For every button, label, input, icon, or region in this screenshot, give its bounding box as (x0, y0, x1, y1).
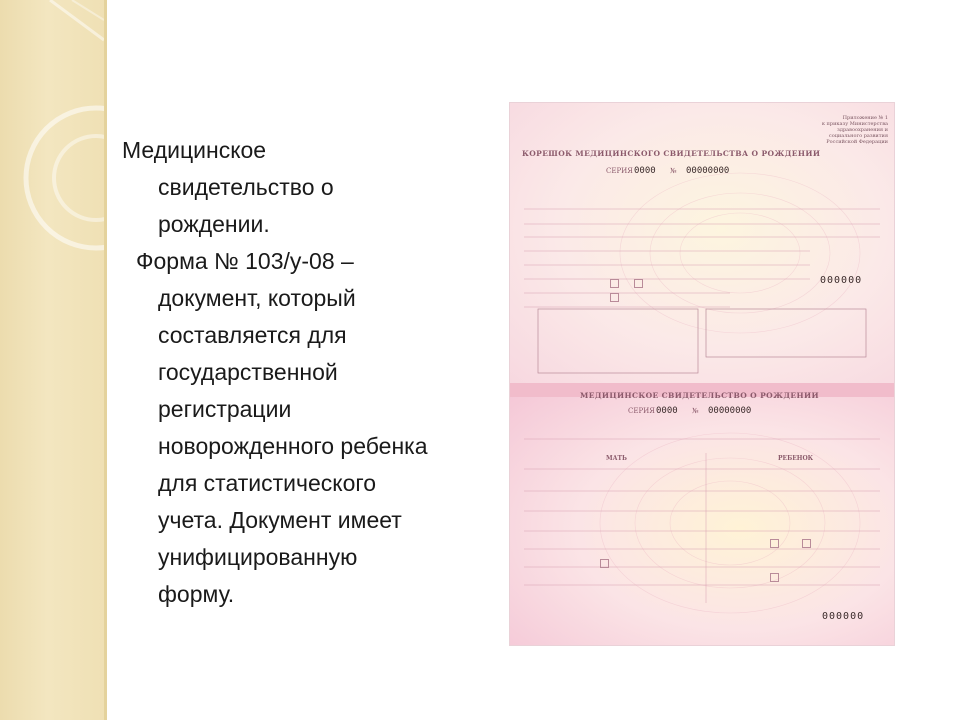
main-title: МЕДИЦИНСКОЕ СВИДЕТЕЛЬСТВО О РОЖДЕНИИ (580, 391, 819, 400)
checkbox-mark (770, 573, 779, 582)
body-line: для статистического (158, 470, 377, 496)
main-serial: 000000 (822, 611, 865, 622)
checkbox-mark (600, 559, 609, 568)
body-line: унифицированную (158, 544, 358, 570)
guilloche-pattern (510, 103, 894, 645)
checkbox-mark (634, 279, 643, 288)
main-series: 0000 (656, 406, 678, 416)
decorative-side-strip (0, 0, 106, 720)
stub-title: КОРЕШОК МЕДИЦИНСКОГО СВИДЕТЕЛЬСТВА О РОЖДЕНИИ (522, 149, 821, 158)
birth-certificate-form-image (510, 103, 894, 645)
form-approval-note: Приложение № 1 к приказу Министерства здравоохранения и социального развития Российской Федерации (821, 115, 888, 145)
slide-text (122, 132, 512, 613)
main-number-label: № (692, 407, 699, 415)
column-mother: МАТЬ (606, 455, 627, 462)
main-series-label: СЕРИЯ (628, 407, 655, 415)
stub-number: 00000000 (686, 166, 730, 176)
body-line: учета. Документ имеет (158, 507, 402, 533)
stub-series-label: СЕРИЯ (606, 167, 633, 175)
stub-series: 0000 (634, 166, 656, 176)
body-line: новорожденного ребенка (158, 433, 428, 459)
column-child: РЕБЕНОК (778, 455, 814, 462)
main-number: 00000000 (708, 406, 752, 416)
body-line: составляется для (158, 322, 347, 348)
body-line: регистрации (158, 396, 292, 422)
heading-line: рождении. (158, 211, 270, 237)
heading-line: свидетельство о (158, 174, 334, 200)
strip-edge (104, 0, 107, 720)
checkbox-mark (802, 539, 811, 548)
checkbox-mark (610, 279, 619, 288)
checkbox-mark (610, 293, 619, 302)
body-line: документ, который (158, 285, 356, 311)
checkbox-mark (770, 539, 779, 548)
body-line: государственной (158, 359, 338, 385)
decorative-rings (0, 0, 106, 720)
stub-serial: 000000 (820, 275, 863, 286)
heading-line: Медицинское (122, 137, 267, 163)
body-line: форму. (158, 581, 235, 607)
stub-number-label: № (670, 167, 677, 175)
body-line: Форма № 103/у-08 – (136, 248, 354, 274)
